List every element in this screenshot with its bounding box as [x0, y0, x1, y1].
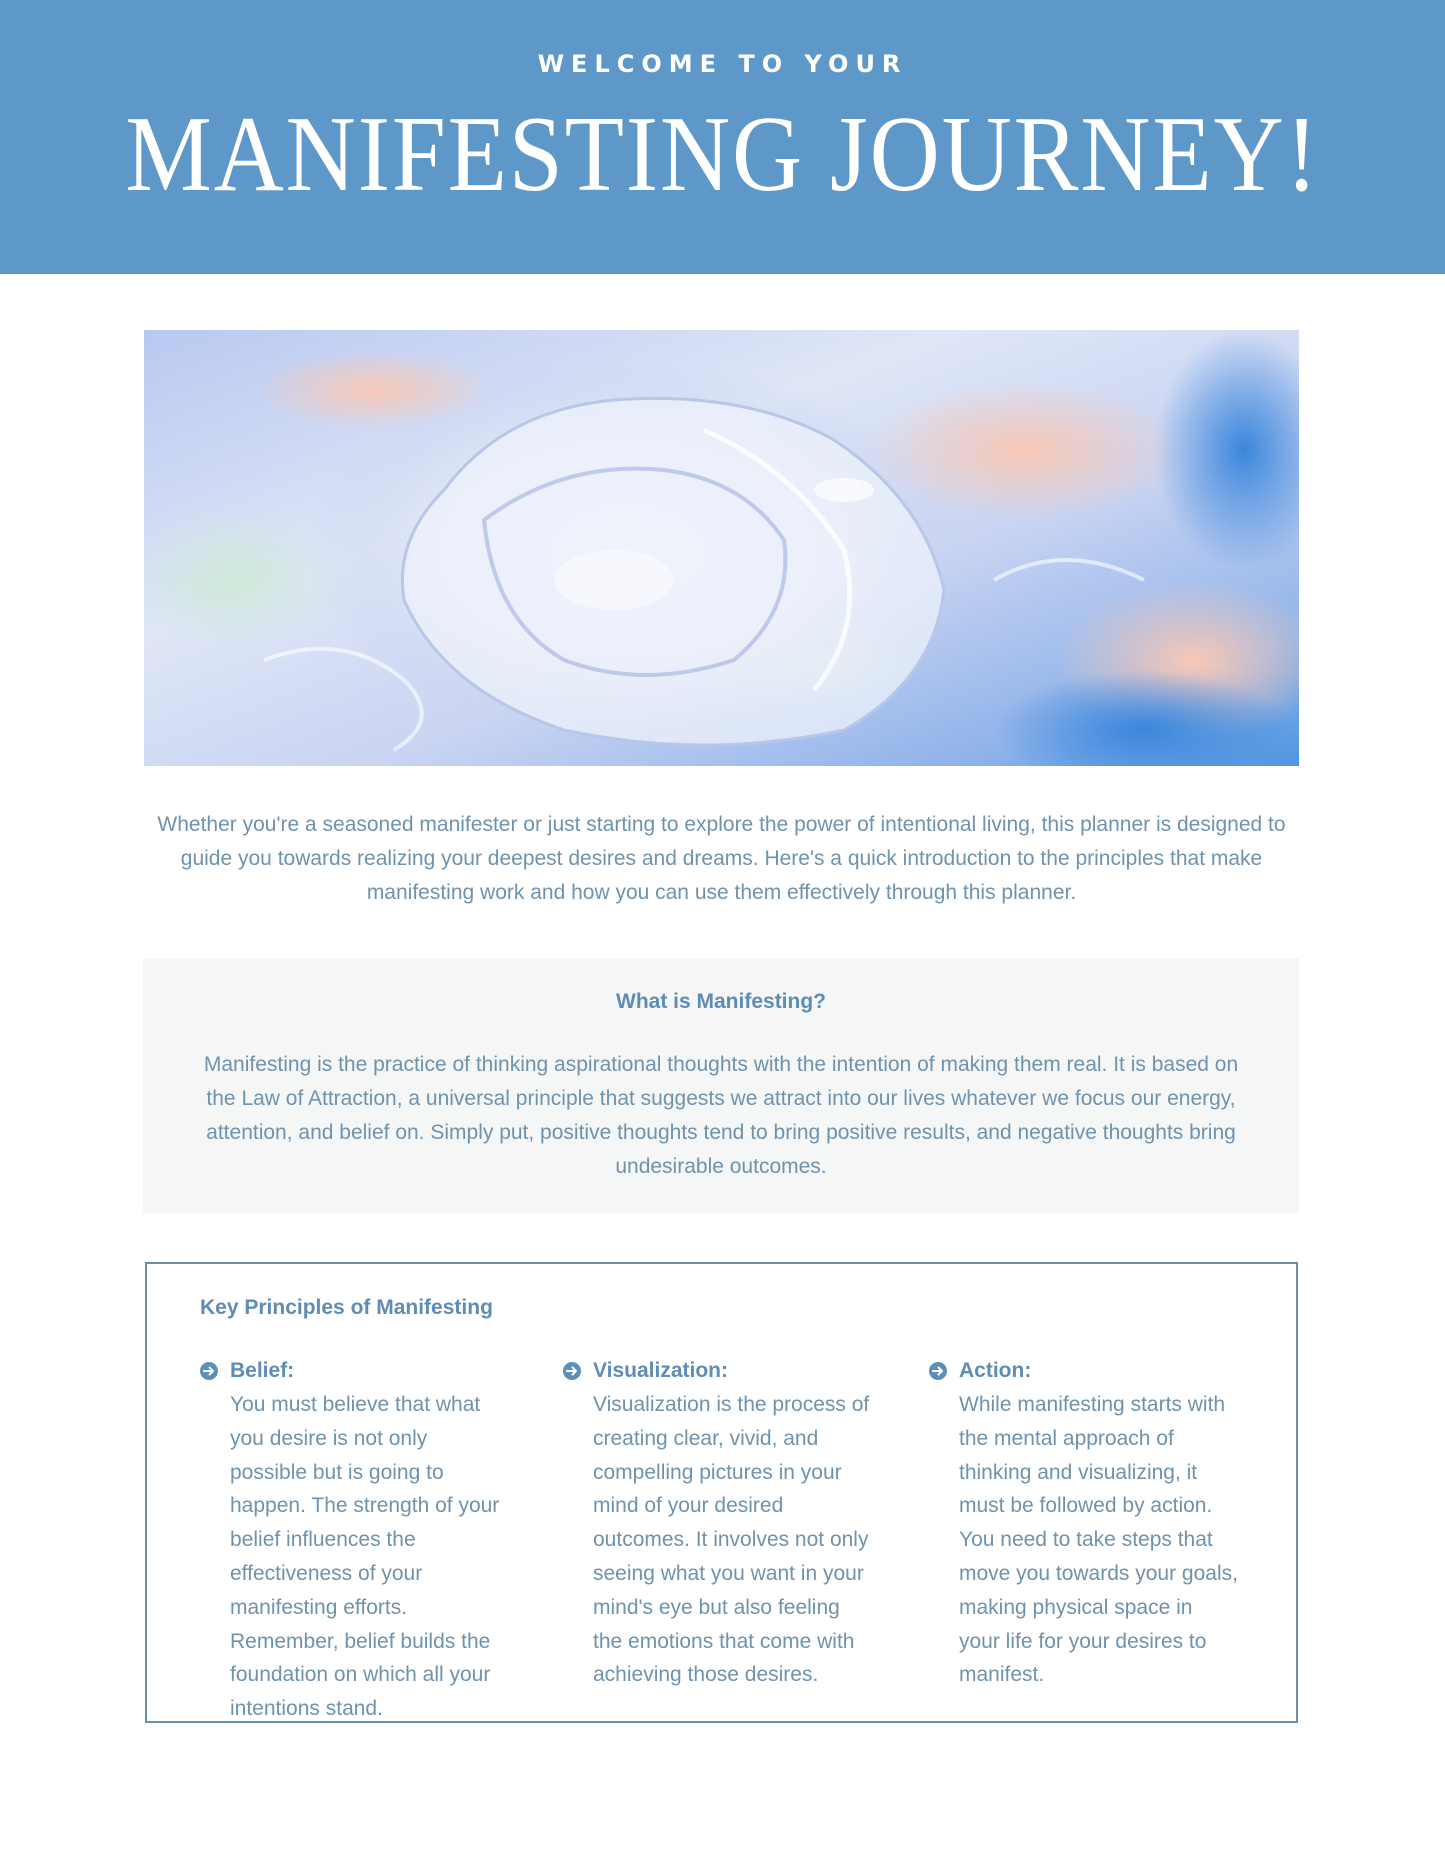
arrow-circle-icon — [563, 1362, 581, 1380]
principle-visualization — [563, 1354, 873, 1692]
principle-belief — [200, 1354, 500, 1726]
what-is-manifesting-heading: What is Manifesting? — [616, 990, 826, 1013]
key-principles-heading: Key Principles of Manifesting — [200, 1296, 493, 1319]
header-band — [0, 0, 1445, 274]
principle-name: Belief: — [230, 1359, 295, 1382]
intro-paragraph: Whether you're a seasoned manifester or just starting to explore the power of intentional living, this planner is designed to guide you towards realizing your deepest desires and dreams. Here's a quick introduction to the principles that make manifesting work and how you can use them effectively through this planner. — [157, 813, 1286, 904]
principle-name: Visualization: — [593, 1359, 728, 1382]
page-title: MANIFESTING JOURNEY! — [125, 95, 1320, 214]
header-kicker: WELCOME TO YOUR — [537, 50, 908, 78]
what-is-manifesting-panel — [143, 958, 1299, 1213]
principle-text: Visualization is the process of creating clear, vivid, and compelling pictures in your mind of your desired outcomes. It involves not only seeing what you want in your mind's eye but also feeling the emotions that come with achieving those desires. — [593, 1393, 870, 1687]
what-is-manifesting-body: Manifesting is the practice of thinking aspirational thoughts with the intention of making them real. It is based on the Law of Attraction, a universal principle that suggests we attract into our lives whatever we focus our energy, attention, and belief on. Simply put, positive thoughts tend to bring positive results, and negative thoughts bring undesirable outcomes. — [203, 1053, 1239, 1178]
arrow-circle-icon — [200, 1362, 218, 1380]
principle-text: While manifesting starts with the mental approach of thinking and visualizing, it must be followed by action. You need to take steps that move you towards your goals, making physical space in your life for your desires to manifest. — [959, 1393, 1238, 1687]
principle-name: Action: — [959, 1359, 1032, 1382]
hero-image — [144, 330, 1299, 766]
key-principles-panel — [145, 1262, 1298, 1723]
principle-action — [929, 1354, 1239, 1692]
principle-text: You must believe that what you desire is not only possible but is going to happen. The strength of your belief influences the effectiveness of your manifesting efforts. Remember, belief builds the foundation on which all your intentions stand. — [230, 1393, 500, 1721]
arrow-circle-icon — [929, 1362, 947, 1380]
